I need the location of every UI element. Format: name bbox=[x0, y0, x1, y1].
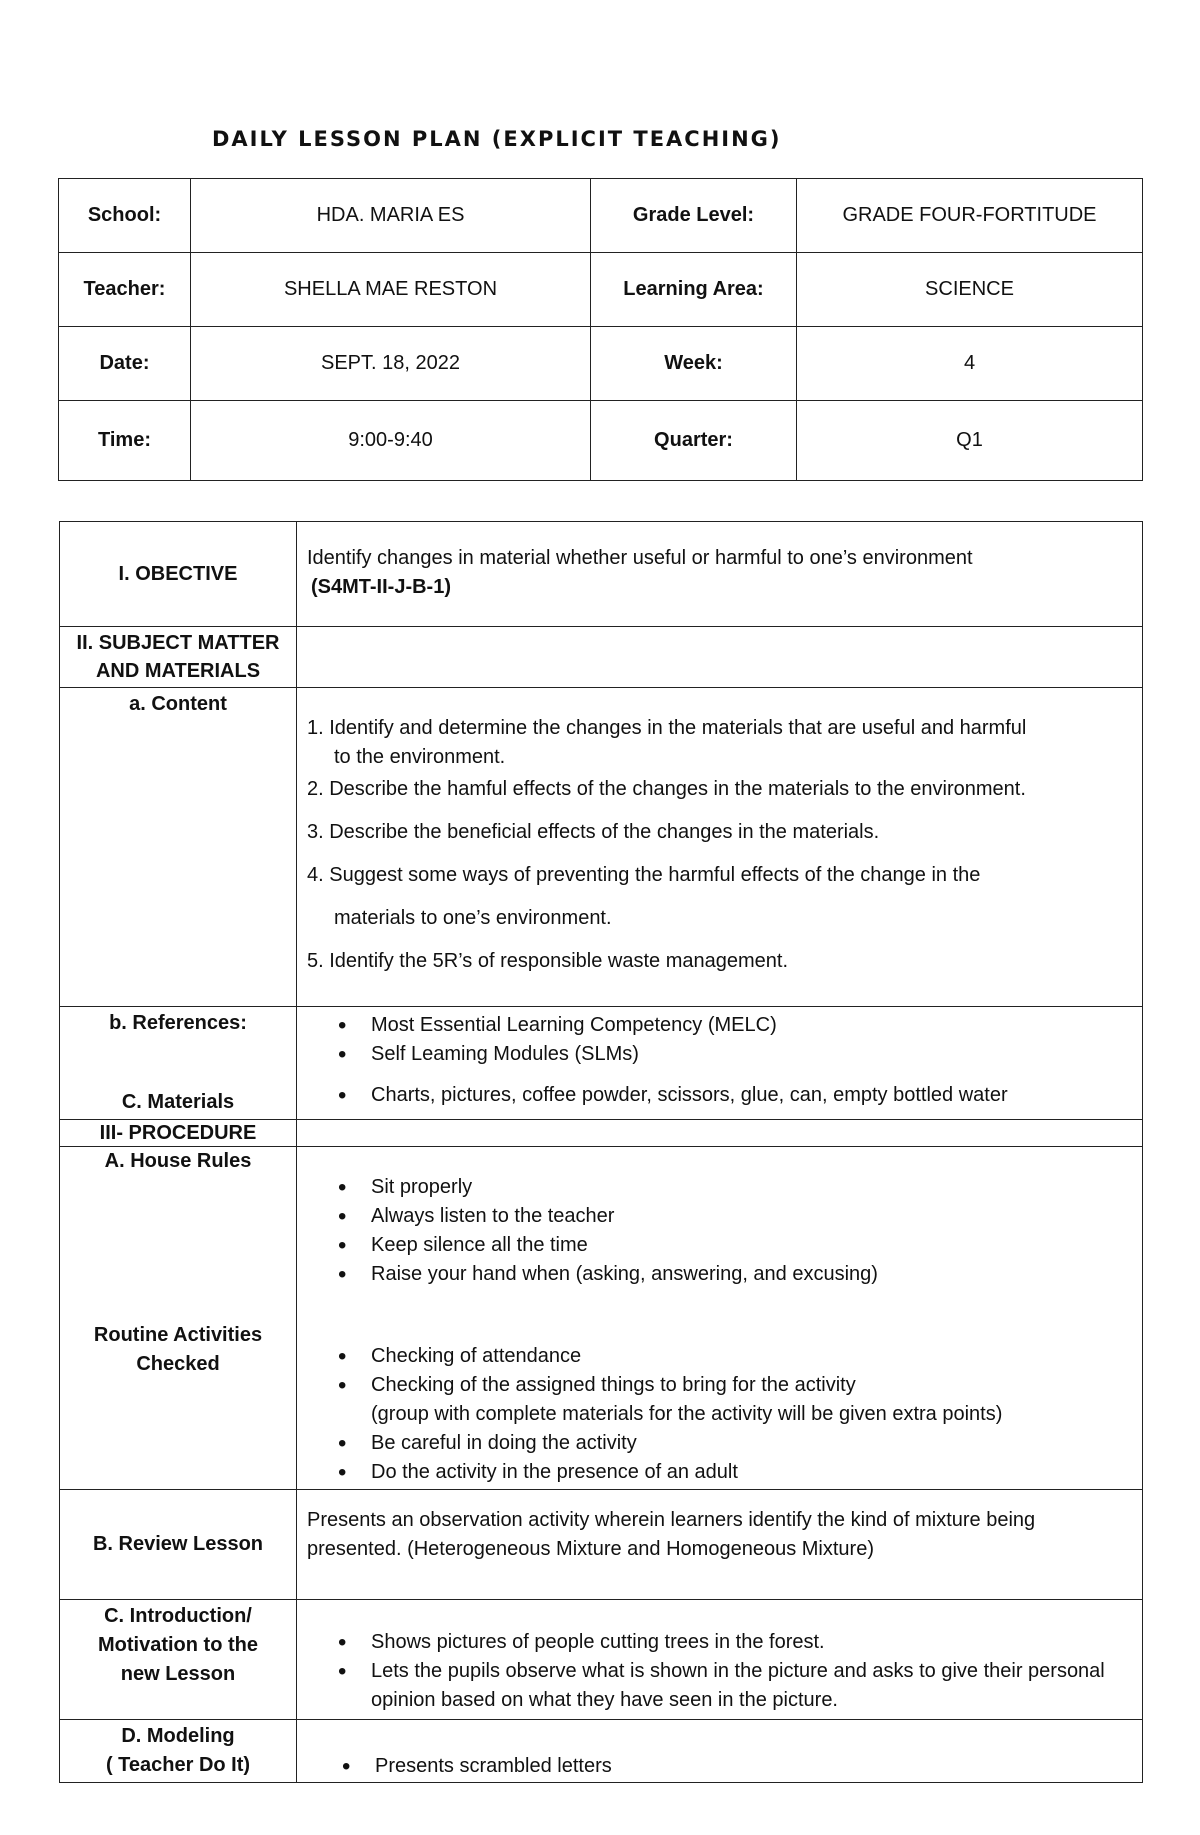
review-text: Presents an observation activity wherein learners identify the kind of mixture being presented. (Heterogeneous Mixture and Homogeneous Mixture) bbox=[307, 1509, 1036, 1560]
introduction-list bbox=[307, 1628, 1132, 1715]
modeling-label-line2: ( Teacher Do It) bbox=[105, 1754, 251, 1776]
objective-label: I. OBECTIVE bbox=[118, 562, 238, 585]
subject-matter-label-line2: AND MATERIALS bbox=[95, 660, 261, 682]
content-item: 3. Describe the beneficial effects of the changes in the materials. bbox=[307, 821, 880, 843]
list-item: • Self Leaming Modules (SLMs) bbox=[371, 1040, 1132, 1069]
week-label: Week: bbox=[591, 327, 797, 401]
modeling-label-line1: D. Modeling bbox=[121, 1725, 235, 1747]
routine-label-line2: Checked bbox=[136, 1353, 220, 1375]
header-row-date bbox=[59, 327, 1143, 401]
routine-label-line1: Routine Activities bbox=[93, 1324, 263, 1346]
modeling-list bbox=[307, 1752, 1132, 1781]
house-rules-label: A. House Rules bbox=[104, 1150, 252, 1172]
list-item: • Charts, pictures, coffee powder, scissors, glue, can, empty bottled water bbox=[371, 1081, 1132, 1110]
lesson-plan-table bbox=[59, 521, 1143, 1783]
content-item: materials to one’s environment. bbox=[334, 907, 612, 929]
list-item: • Always listen to the teacher bbox=[371, 1202, 1132, 1231]
references-label: b. References: bbox=[109, 1012, 247, 1034]
teacher-value: SHELLA MAE RESTON bbox=[191, 253, 591, 327]
header-row-time bbox=[59, 401, 1143, 481]
teacher-label: Teacher: bbox=[59, 253, 191, 327]
content-item: to the environment. bbox=[334, 746, 506, 768]
document-title: DAILY LESSON PLAN (EXPLICIT TEACHING) bbox=[212, 127, 782, 151]
list-item: • Presents scrambled letters bbox=[375, 1752, 1132, 1781]
content-row bbox=[60, 688, 1143, 1007]
date-value: SEPT. 18, 2022 bbox=[191, 327, 591, 401]
procedure-empty-cell bbox=[297, 1120, 1143, 1147]
content-label: a. Content bbox=[129, 693, 227, 715]
list-item bbox=[371, 1371, 1132, 1429]
list-item: • Shows pictures of people cutting trees in the forest. bbox=[371, 1628, 1132, 1657]
content-item: 2. Describe the hamful effects of the changes in the materials to the environment. bbox=[307, 778, 1026, 800]
introduction-label-line3: new Lesson bbox=[120, 1663, 236, 1685]
content-item: 4. Suggest some ways of preventing the harmful effects of the change in the bbox=[307, 864, 981, 886]
content-item: 5. Identify the 5R’s of responsible waste management. bbox=[307, 950, 789, 972]
quarter-label: Quarter: bbox=[591, 401, 797, 481]
time-label: Time: bbox=[59, 401, 191, 481]
list-item: • Be careful in doing the activity bbox=[371, 1429, 1132, 1458]
list-item: • Checking of attendance bbox=[371, 1342, 1132, 1371]
routine-item-text: • Checking of the assigned things to bring for the activity bbox=[371, 1374, 856, 1396]
grade-level-value: GRADE FOUR-FORTITUDE bbox=[797, 179, 1143, 253]
subject-matter-empty-cell bbox=[297, 627, 1143, 688]
procedure-row bbox=[60, 1120, 1143, 1147]
header-row-school bbox=[59, 179, 1143, 253]
time-value: 9:00-9:40 bbox=[191, 401, 591, 481]
week-value: 4 bbox=[797, 327, 1143, 401]
review-label: B. Review Lesson bbox=[92, 1533, 264, 1555]
learning-area-value: SCIENCE bbox=[797, 253, 1143, 327]
routine-item-note: (group with complete materials for the activity will be given extra points) bbox=[371, 1403, 1003, 1425]
subject-matter-row bbox=[60, 627, 1143, 688]
list-item: • Raise your hand when (asking, answering, and excusing) bbox=[371, 1260, 1132, 1289]
introduction-label-line2: Motivation to the bbox=[98, 1634, 258, 1656]
header-row-teacher bbox=[59, 253, 1143, 327]
school-label: School: bbox=[59, 179, 191, 253]
procedure-label: III- PROCEDURE bbox=[99, 1122, 257, 1144]
house-rules-list bbox=[307, 1173, 1132, 1289]
grade-level-label: Grade Level: bbox=[591, 179, 797, 253]
references-list bbox=[307, 1011, 1132, 1069]
subject-matter-label-line1: II. SUBJECT MATTER bbox=[76, 632, 280, 654]
header-table bbox=[58, 178, 1143, 481]
introduction-label-line1: C. Introduction/ bbox=[104, 1605, 252, 1627]
list-item: • Keep silence all the time bbox=[371, 1231, 1132, 1260]
content-item: 1. Identify and determine the changes in the materials that are useful and harmful bbox=[307, 717, 1027, 739]
materials-label: C. Materials bbox=[121, 1091, 235, 1113]
learning-area-label: Learning Area: bbox=[591, 253, 797, 327]
list-item: • Most Essential Learning Competency (MELC) bbox=[371, 1011, 1132, 1040]
objective-code: (S4MT-II-J-B-1) bbox=[311, 576, 451, 598]
routine-activities-list bbox=[307, 1342, 1132, 1487]
list-item: • Lets the pupils observe what is shown in the picture and asks to give their personal opinion based on what they have seen in the picture. bbox=[371, 1657, 1132, 1715]
list-item: • Do the activity in the presence of an adult bbox=[371, 1458, 1132, 1487]
school-value: HDA. MARIA ES bbox=[191, 179, 591, 253]
introduction-row bbox=[60, 1600, 1143, 1720]
objective-row bbox=[60, 522, 1143, 627]
objective-text: Identify changes in material whether useful or harmful to one’s environment bbox=[307, 547, 973, 569]
quarter-value: Q1 bbox=[797, 401, 1143, 481]
house-rules-row bbox=[60, 1147, 1143, 1490]
date-label: Date: bbox=[59, 327, 191, 401]
modeling-row bbox=[60, 1720, 1143, 1783]
references-materials-row bbox=[60, 1007, 1143, 1120]
list-item: • Sit properly bbox=[371, 1173, 1132, 1202]
materials-list bbox=[307, 1081, 1132, 1110]
review-row bbox=[60, 1490, 1143, 1600]
